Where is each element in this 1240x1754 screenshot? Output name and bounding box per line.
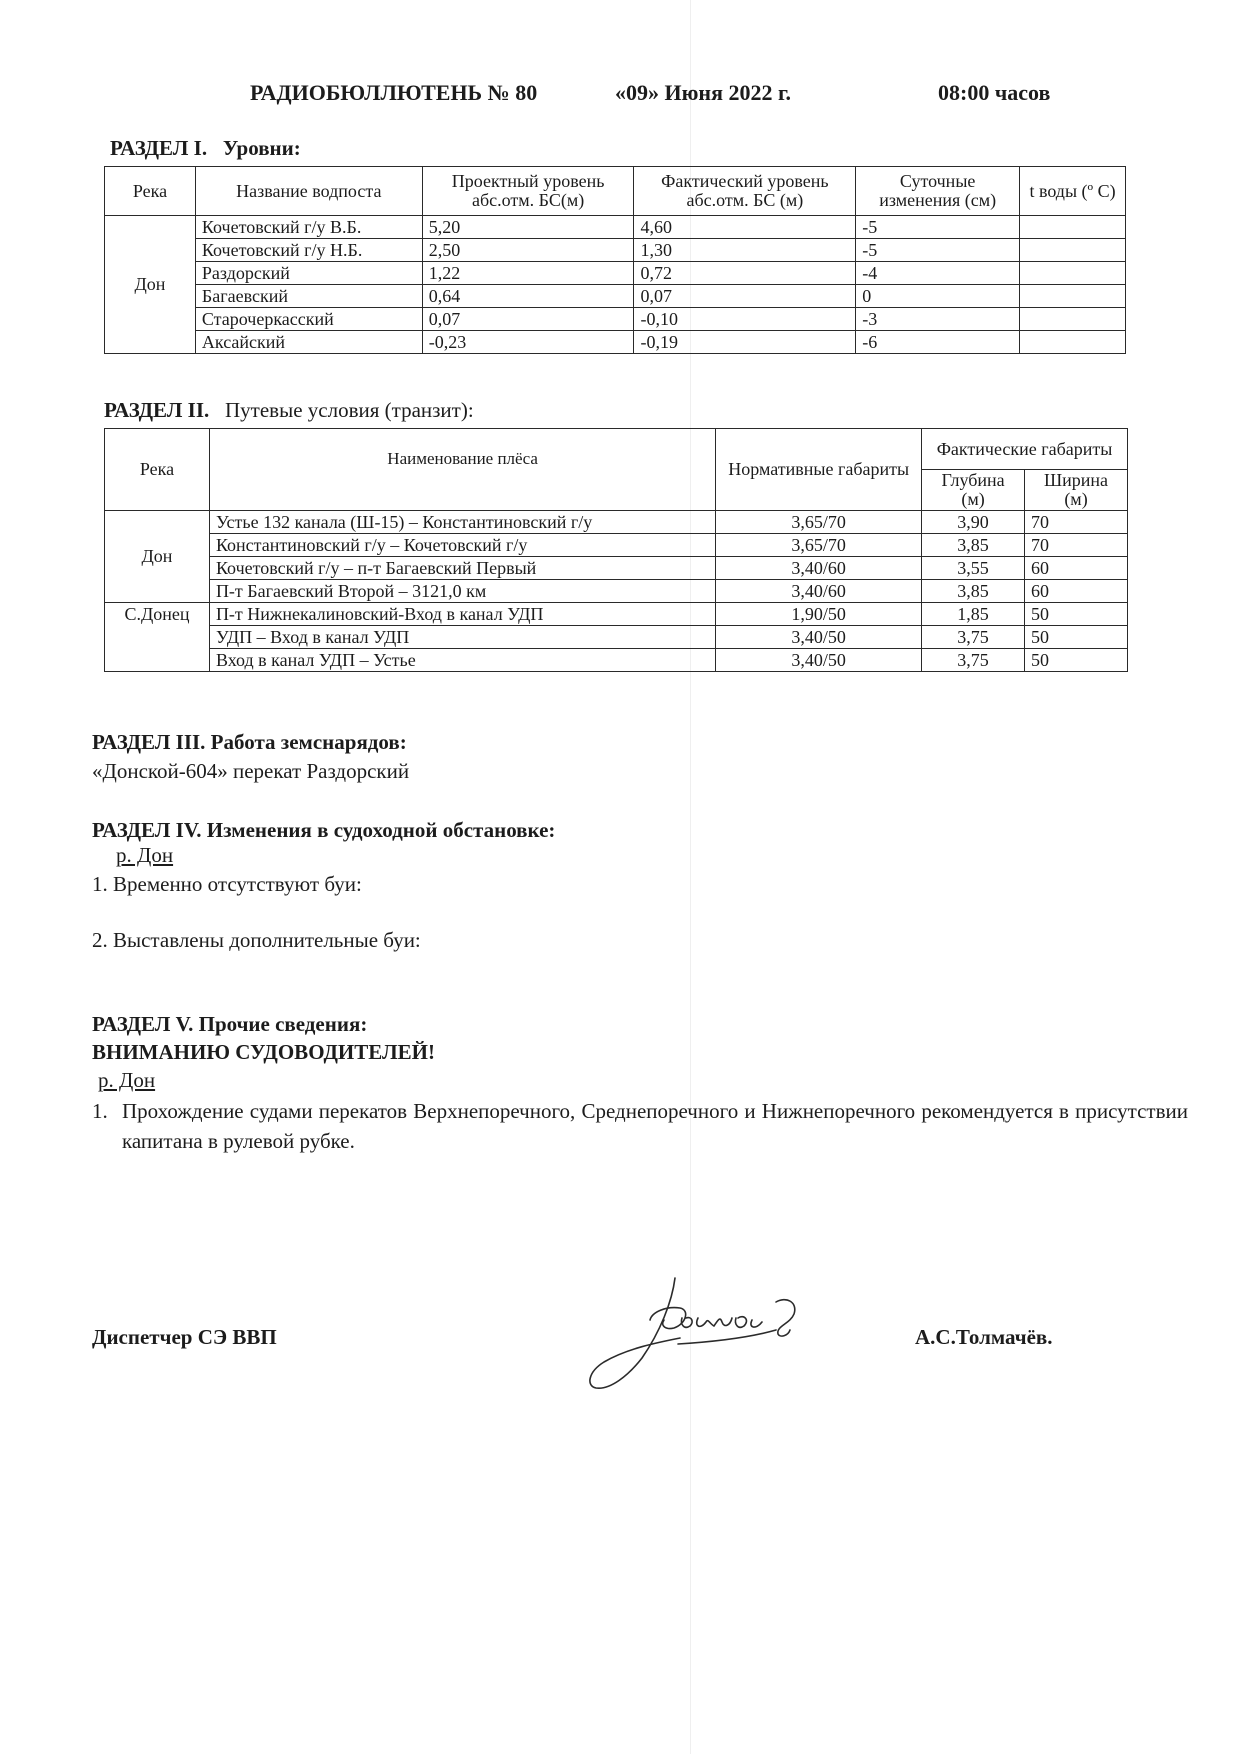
daily-change: -6 [856,331,1020,354]
stretch-name: Константиновский г/у – Кочетовский г/у [209,534,715,557]
levels-header-row [105,167,1126,216]
col-water-temp: t воды (º С) [1020,167,1126,216]
normative-dimensions: 3,40/60 [716,557,922,580]
bulletin-time: 08:00 часов [938,80,1051,105]
stretch-name: Кочетовский г/у – п-т Багаевский Первый [209,557,715,580]
design-level: 5,20 [422,216,634,239]
daily-change: -3 [856,308,1020,331]
actual-width: 50 [1025,626,1128,649]
water-temp [1020,216,1126,239]
post-name: Аксайский [195,331,422,354]
section3-title: РАЗДЕЛ III. Работа земснарядов: [92,730,407,754]
daily-change: -5 [856,216,1020,239]
section4-river: р. Дон [116,843,174,867]
section5-item-number: 1. [92,1099,108,1123]
col-river: Река [105,429,210,511]
post-name: Старочеркасский [195,308,422,331]
section5-river: р. Дон [98,1068,156,1092]
section2-subtitle: Путевые условия (транзит): [225,398,474,422]
normative-dimensions: 3,40/50 [716,649,922,672]
actual-level: 0,72 [634,262,856,285]
table-row [105,331,1126,354]
col-actual-dimensions: Фактические габариты [922,429,1128,470]
normative-dimensions: 1,90/50 [716,603,922,626]
table-row [105,285,1126,308]
section5-item-text: Прохождение судами перекатов Верхнепоречного, Среднепоречного и Нижнепоречного рекомендуется в присутствии капитана в рулевой рубке. [122,1099,1188,1153]
actual-depth: 3,85 [922,534,1025,557]
design-level: 0,07 [422,308,634,331]
col-daily-change: Суточные изменения (см) [856,167,1020,216]
col-post-name: Название водпоста [195,167,422,216]
col-design-level: Проектный уровень абс.отм. БС(м) [422,167,634,216]
table-row [105,262,1126,285]
handwritten-signature [580,1272,830,1402]
actual-level: -0,10 [634,308,856,331]
river-cell: С.Донец [105,603,210,672]
stretch-name: Вход в канал УДП – Устье [209,649,715,672]
actual-depth: 3,75 [922,626,1025,649]
section4-item-2: 2. Выставлены дополнительные буи: [92,928,421,952]
actual-width: 50 [1025,649,1128,672]
dispatcher-name: А.С.Толмачёв. [915,1325,1053,1349]
actual-level: -0,19 [634,331,856,354]
daily-change: -5 [856,239,1020,262]
col-normative-dimensions: Нормативные габариты [716,429,922,511]
actual-width: 60 [1025,580,1128,603]
actual-width: 60 [1025,557,1128,580]
water-temp [1020,262,1126,285]
post-name: Багаевский [195,285,422,308]
table-row [105,308,1126,331]
col-depth: Глубина (м) [922,470,1025,511]
water-temp [1020,331,1126,354]
daily-change: -4 [856,262,1020,285]
actual-width: 70 [1025,511,1128,534]
bulletin-title: РАДИОБЮЛЛЮТЕНЬ № 80 [250,80,538,105]
col-width: Ширина (м) [1025,470,1128,511]
section1-subtitle: Уровни: [222,136,301,160]
section4-item-1: 1. Временно отсутствуют буи: [92,872,362,896]
actual-depth: 3,75 [922,649,1025,672]
actual-width: 70 [1025,534,1128,557]
actual-depth: 3,85 [922,580,1025,603]
table-row [105,216,1126,239]
table-row [105,580,1128,603]
normative-dimensions: 3,65/70 [716,511,922,534]
stretch-name: П-т Нижнекалиновский-Вход в канал УДП [209,603,715,626]
table-row [105,603,1128,626]
transit-table [104,428,1128,672]
actual-width: 50 [1025,603,1128,626]
section2-heading [104,398,474,423]
col-stretch-name: Наименование плёса [209,429,715,511]
bulletin-date: «09» Июня 2022 г. [615,80,792,105]
water-temp [1020,285,1126,308]
levels-table [104,166,1126,354]
table-row [105,239,1126,262]
section1-title: РАЗДЕЛ I. [110,136,208,160]
section2-title: РАЗДЕЛ II. [104,398,210,422]
stretch-name: П-т Багаевский Второй – 3121,0 км [209,580,715,603]
actual-depth: 1,85 [922,603,1025,626]
stretch-name: Устье 132 канала (Ш-15) – Константиновский г/у [209,511,715,534]
section1-heading [110,136,301,161]
col-river: Река [105,167,196,216]
stretch-name: УДП – Вход в канал УДП [209,626,715,649]
section5-item-1 [92,1096,1188,1156]
section5-title: РАЗДЕЛ V. Прочие сведения: [92,1012,368,1036]
bulletin-header [0,80,1240,112]
normative-dimensions: 3,40/50 [716,626,922,649]
daily-change: 0 [856,285,1020,308]
design-level: 1,22 [422,262,634,285]
water-temp [1020,308,1126,331]
table-row [105,649,1128,672]
table-row [105,557,1128,580]
attention-heading: ВНИМАНИЮ СУДОВОДИТЕЛЕЙ! [92,1040,435,1064]
transit-header-row-1 [105,429,1128,470]
dispatcher-position: Диспетчер СЭ ВВП [92,1325,277,1349]
actual-level: 4,60 [634,216,856,239]
actual-depth: 3,55 [922,557,1025,580]
design-level: -0,23 [422,331,634,354]
dredger-line: «Донской-604» перекат Раздорский [92,759,410,783]
col-actual-level: Фактический уровень абс.отм. БС (м) [634,167,856,216]
post-name: Кочетовский г/у Н.Б. [195,239,422,262]
table-row [105,626,1128,649]
section4-title: РАЗДЕЛ IV. Изменения в судоходной обстановке: [92,818,556,842]
actual-depth: 3,90 [922,511,1025,534]
actual-level: 1,30 [634,239,856,262]
normative-dimensions: 3,40/60 [716,580,922,603]
design-level: 0,64 [422,285,634,308]
river-cell: Дон [105,511,210,603]
design-level: 2,50 [422,239,634,262]
post-name: Кочетовский г/у В.Б. [195,216,422,239]
post-name: Раздорский [195,262,422,285]
normative-dimensions: 3,65/70 [716,534,922,557]
actual-level: 0,07 [634,285,856,308]
water-temp [1020,239,1126,262]
river-cell: Дон [105,216,196,354]
table-row [105,511,1128,534]
table-row [105,534,1128,557]
